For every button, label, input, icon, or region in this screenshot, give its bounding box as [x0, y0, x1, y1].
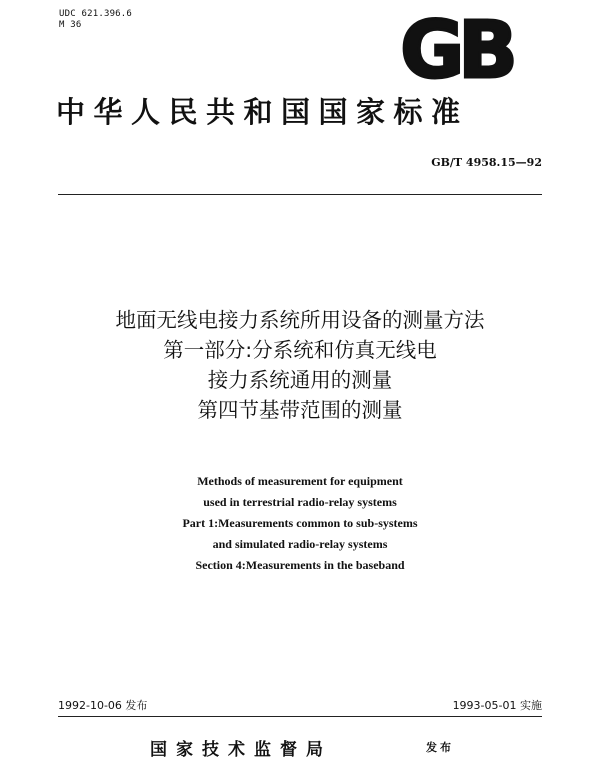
chinese-title	[0, 305, 600, 425]
chinese-title-line: 地面无线电接力系统所用设备的测量方法	[115, 308, 485, 332]
english-title	[0, 471, 600, 576]
chinese-title-line: 第一部分:分系统和仿真无线电	[163, 338, 437, 362]
implementation-date: 1993-05-01 实施	[452, 699, 542, 712]
english-title-line: used in terrestrial radio-relay systems	[203, 495, 397, 509]
class-code: M 36	[59, 20, 82, 30]
top-divider	[58, 194, 542, 195]
standard-code: GB/T 4958.15—92	[431, 156, 542, 169]
publisher-name: 国家技术监督局	[150, 740, 332, 760]
issue-date: 1992-10-06 发布	[58, 699, 148, 712]
classification-block	[59, 9, 132, 31]
english-title-line: Part 1:Measurements common to sub-systems	[182, 516, 418, 530]
gb-logo-text: GB	[400, 13, 512, 85]
english-title-line: and simulated radio-relay systems	[212, 537, 388, 551]
gb-logo	[392, 13, 520, 85]
standard-type-heading: 中华人民共和国国家标准	[56, 95, 469, 129]
chinese-title-line: 第四节基带范围的测量	[197, 398, 403, 422]
udc-number: UDC 621.396.6	[59, 9, 133, 19]
publish-label: 发布	[426, 741, 454, 754]
english-title-line: Methods of measurement for equipment	[197, 474, 403, 488]
chinese-title-line: 接力系统通用的测量	[207, 368, 393, 392]
english-title-line: Section 4:Measurements in the baseband	[195, 558, 405, 572]
bottom-divider	[58, 716, 542, 717]
